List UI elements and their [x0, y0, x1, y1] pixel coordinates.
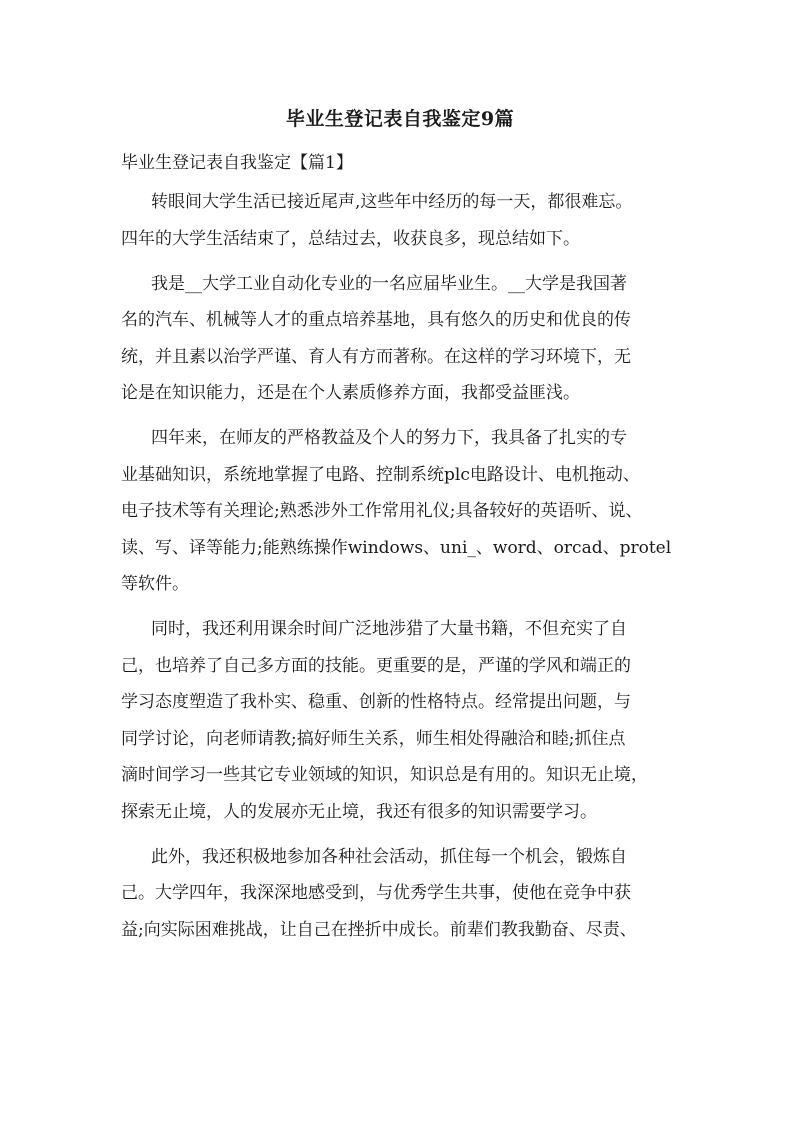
paragraph-5 — [121, 839, 687, 949]
text-line: 探索无止境，人的发展亦无止境，我还有很多的知识需要学习。 — [121, 801, 597, 822]
text-line: 同时，我还利用课余时间广泛地涉猎了大量书籍，不但充实了自 — [151, 619, 627, 639]
text-line: 益;向实际困难挑战，让自己在挫折中成长。前辈们教我勤奋、尽责、 — [121, 919, 637, 940]
paragraph-2 — [121, 266, 687, 412]
text-line: 论是在知识能力，还是在个人素质修养方面，我都受益匪浅。 — [121, 383, 580, 403]
text-line: 统，并且素以治学严谨、育人有方而著称。在这样的学习环境下，无 — [121, 346, 631, 367]
text-line: 读、写、译等能力;能熟练操作windows、uni_、word、orcad、protel — [121, 537, 672, 558]
text-line: 我是__大学工业自动化专业的一名应届毕业生。__大学是我国著 — [151, 273, 627, 294]
paragraph-3 — [121, 420, 687, 603]
text-line: 转眼间大学生活已接近尾声,这些年中经历的每一天，都很难忘。 — [151, 192, 633, 212]
text-line: 电子技术等有关理论;熟悉涉外工作常用礼仪;具备较好的英语听、说、 — [121, 501, 643, 521]
document-body — [121, 184, 687, 957]
text-line: 学习态度塑造了我朴实、稳重、创新的性格特点。经常提出问题，与 — [121, 692, 631, 712]
text-line: 四年来，在师友的严格教益及个人的努力下，我具备了扎实的专 — [151, 428, 627, 448]
text-line: 己，也培养了自己多方面的技能。更重要的是，严谨的学风和端正的 — [121, 655, 631, 676]
text-line: 同学讨论，向老师请教;搞好师生关系，师生相处得融洽和睦;抓住点 — [121, 728, 626, 749]
text-line: 己。大学四年，我深深地感受到，与优秀学生共事，使他在竞争中获 — [121, 883, 631, 903]
text-line: 名的汽车、机械等人才的重点培养基地，具有悠久的历史和优良的传 — [121, 310, 631, 330]
text-line: 等软件。 — [121, 574, 189, 594]
text-line: 滴时间学习一些其它专业领域的知识，知识总是有用的。知识无止境， — [121, 765, 648, 785]
paragraph-1 — [121, 184, 687, 257]
section-heading: 毕业生登记表自我鉴定【篇1】 — [121, 153, 353, 173]
text-line: 四年的大学生活结束了，总结过去，收获良多，现总结如下。 — [121, 228, 580, 249]
text-line: 此外，我还积极地参加各种社会活动，抓住每一个机会，锻炼自 — [151, 846, 627, 867]
paragraph-4 — [121, 611, 687, 830]
text-line: 业基础知识，系统地掌握了电路、控制系统plc电路设计、电机拖动、 — [121, 464, 640, 485]
document-title: 毕业生登记表自我鉴定9篇 — [285, 108, 515, 130]
